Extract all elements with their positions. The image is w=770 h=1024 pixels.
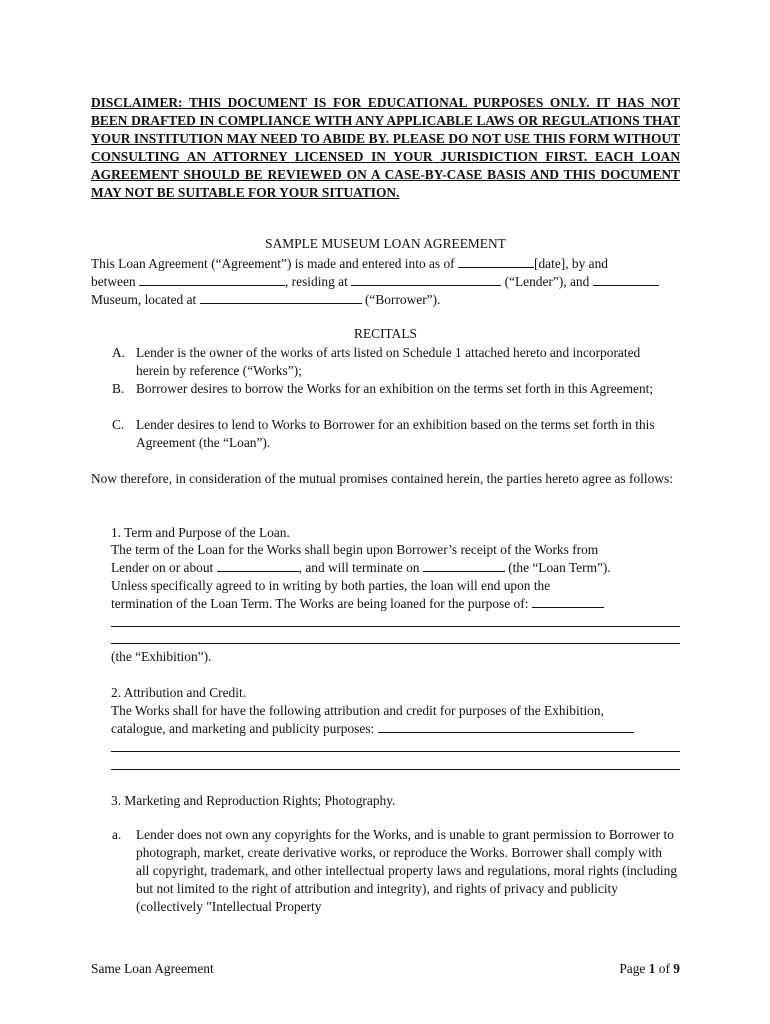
item-mark: a. [112, 827, 122, 842]
intro-text-1: This Loan Agreement (“Agreement”) is made and entered into as of [91, 256, 455, 271]
section-2-body [111, 702, 680, 738]
section-3-item-a [112, 826, 678, 916]
recital-item [112, 344, 668, 380]
disclaimer: DISCLAIMER: THIS DOCUMENT IS FOR EDUCATIONAL PURPOSES ONLY. IT HAS NOT BEEN DRAFTED IN COMPLIANCE WITH ANY APPLICABLE LAWS OR REGULATIONS THAT YOUR INSTITUTION MAY NEED TO ABIDE BY. PLEASE DO NOT USE THIS FORM WITHOUT CONSULTING AN ATTORNEY LICENSED IN YOUR JURISDICTION FIRST. EACH LOAN AGREEMENT SHOULD BE REVIEWED ON A CASE-BY-CASE BASIS AND THIS DOCUMENT MAY NOT BE SUITABLE FOR YOUR SITUATION. [91, 95, 680, 201]
section-3-heading: 3. Marketing and Reproduction Rights; Photography. [111, 793, 396, 808]
date-blank[interactable] [458, 255, 534, 268]
intro-paragraph [91, 255, 680, 309]
intro-text-7: (“Borrower”). [364, 291, 441, 307]
recital-text: Lender is the owner of the works of arts listed on Schedule 1 attached hereto and incorporated herein by reference (“Works”); [136, 345, 641, 378]
recital-mark: C. [112, 417, 125, 432]
section-1-line: The term of the Loan for the Works shall begin upon Borrower’s receipt of the Works from [111, 542, 599, 557]
intro-text-5: (“Lender”), and [504, 273, 590, 289]
attribution-line-2[interactable] [111, 769, 680, 770]
lender-name-blank[interactable] [139, 273, 285, 286]
section-1-line: Unless specifically agreed to in writing by both parties, the loan will end upon the [111, 577, 551, 593]
purpose-line-1[interactable] [111, 626, 680, 627]
lender-address-blank[interactable] [351, 273, 501, 286]
recital-mark: B. [112, 381, 125, 396]
purpose-line-2[interactable] [111, 643, 680, 644]
attribution-line-1[interactable] [111, 751, 680, 752]
section-1-text: , and will terminate on [298, 559, 420, 575]
intro-text-4: , residing at [284, 273, 348, 289]
exhibition-definition: (the “Exhibition”). [111, 649, 212, 664]
page-total: 9 [673, 961, 680, 976]
intro-text-3: between [91, 273, 136, 289]
section-1-body [111, 541, 680, 613]
loan-start-blank[interactable] [217, 559, 299, 572]
recitals-heading: RECITALS [354, 326, 417, 341]
agreement-title: SAMPLE MUSEUM LOAN AGREEMENT [265, 236, 506, 251]
recital-text: Borrower desires to borrow the Works for an exhibition on the terms set forth in this Agreement; [136, 381, 654, 396]
page-current: 1 [648, 961, 656, 976]
footer-page-number [619, 961, 680, 977]
now-therefore-paragraph: Now therefore, in consideration of the mutual promises contained herein, the parties hereto agree as follows: [91, 471, 673, 486]
footer-document-name: Same Loan Agreement [91, 961, 214, 976]
borrower-name-blank[interactable] [593, 273, 659, 286]
intro-text-6: Museum, located at [91, 291, 197, 307]
attribution-blank[interactable] [378, 720, 634, 733]
section-2-heading: 2. Attribution and Credit. [111, 685, 247, 700]
recital-item [112, 380, 668, 398]
item-text: Lender does not own any copyrights for the Works, and is unable to grant permission to Borrower to photograph, market, create derivative works, or reproduce the Works. Borrower shall comply with all copyright, trademark, and other intellectual property laws and regulations, moral rights (including but not limited to the right of attribution and integrity), and rights of privacy and publicity (collectively "Intellectual Property [136, 827, 678, 914]
loan-end-blank[interactable] [423, 559, 505, 572]
section-1-text: termination of the Loan Term. The Works are being loaned for the purpose of: [111, 595, 529, 611]
borrower-address-blank[interactable] [200, 291, 362, 304]
recital-text: Lender desires to lend to Works to Borrower for an exhibition based on the terms set forth in this Agreement (the “Loan”). [136, 417, 655, 450]
section-1-heading: 1. Term and Purpose of the Loan. [111, 525, 290, 540]
section-1-text: (the “Loan Term”). [508, 559, 611, 575]
section-1-text: Lender on or about [111, 559, 214, 575]
intro-text-2: [date], by and [534, 256, 608, 271]
section-2-text: catalogue, and marketing and publicity purposes: [111, 720, 375, 736]
recital-mark: A. [112, 345, 126, 360]
page-label: Page [619, 961, 646, 976]
section-2-line: The Works shall for have the following attribution and credit for purposes of the Exhibition, [111, 703, 604, 718]
recital-item [112, 416, 668, 452]
loan-purpose-blank[interactable] [532, 595, 604, 608]
of-label: of [658, 961, 670, 976]
